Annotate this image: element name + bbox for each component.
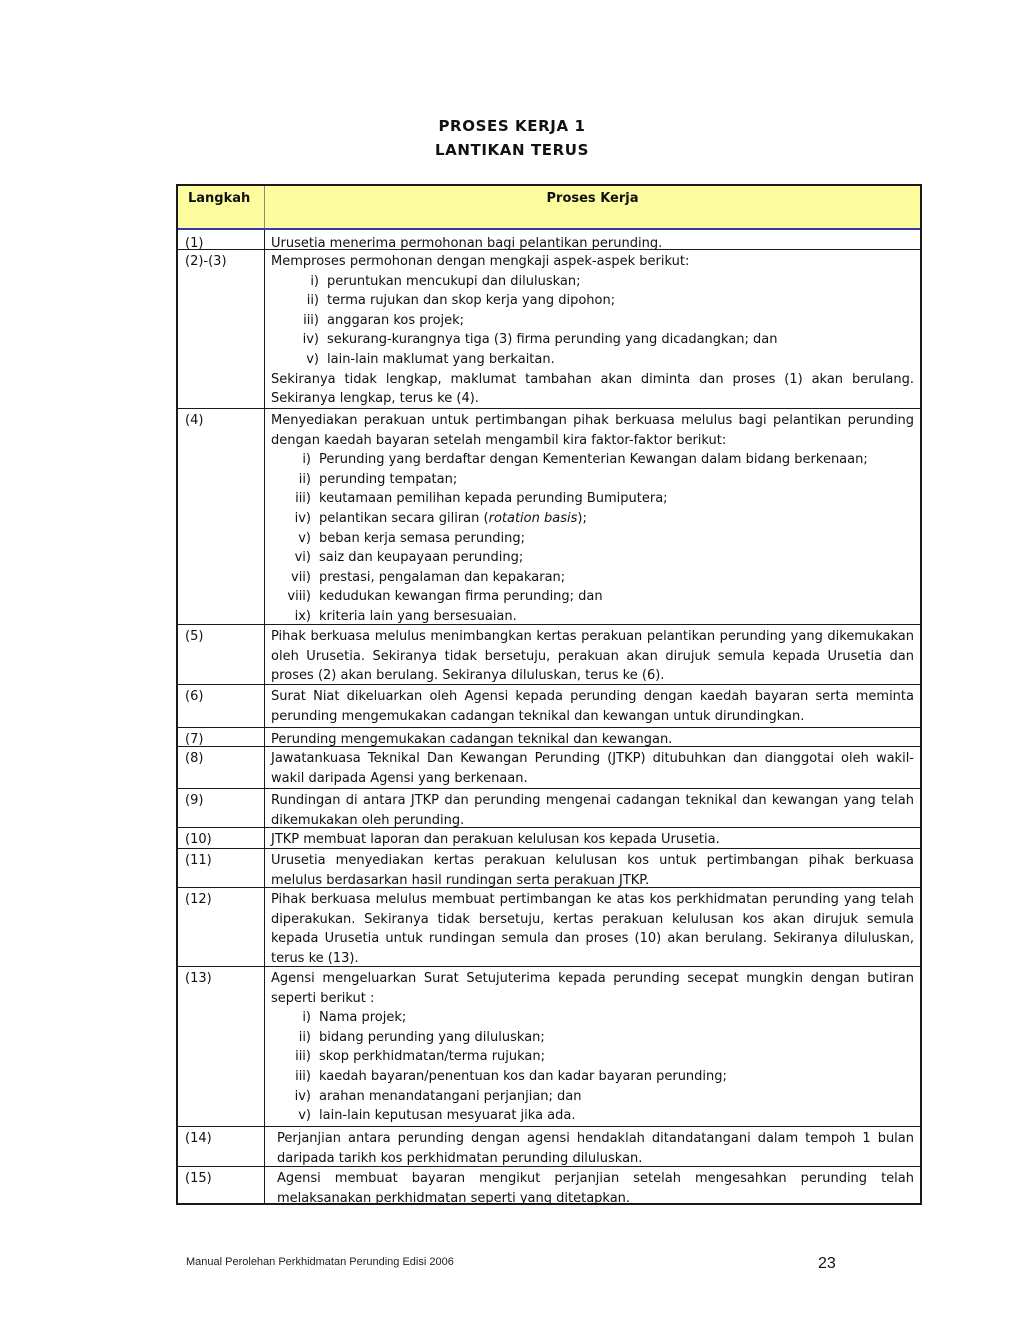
column-header-proses-kerja: Proses Kerja [546, 191, 639, 206]
sub-item-text: saiz dan keupayaan perunding; [319, 550, 524, 566]
step-text: Menyediakan perakuan untuk pertimbangan pihak berkuasa melulus bagi pelantikan perunding dengan kaedah bayaran setelah mengambil kira faktor-faktor berikut: [271, 413, 914, 448]
sub-item-text: kriteria lain yang bersesuaian. [319, 608, 517, 624]
step-description [271, 627, 914, 686]
sub-item-marker: i) [310, 273, 319, 289]
table-header [178, 186, 920, 230]
step-description [271, 791, 914, 830]
sub-item-text: pelantikan secara giliran (rotation basis); [319, 510, 587, 526]
sub-item [271, 1028, 914, 1048]
sub-item-marker: v) [298, 530, 311, 546]
step-description [271, 411, 914, 627]
sub-item-text: anggaran kos projek; [327, 312, 465, 328]
column-divider [264, 230, 265, 1203]
sub-item-marker: i) [302, 1010, 311, 1026]
sub-item [271, 529, 914, 549]
step-number: (8) [185, 751, 204, 766]
step-text: Rundingan di antara JTKP dan perunding mengenai cadangan teknikal dan kewangan yang telah dikemukakan oleh perunding. [271, 793, 914, 828]
sub-item-marker: viii) [287, 589, 311, 605]
step-text: Agensi mengeluarkan Surat Setujuterima kepada perunding secepat mungkin dengan butiran seperti berikut : [271, 971, 914, 1006]
sub-item [271, 1067, 914, 1087]
table-row [178, 249, 920, 407]
sub-item [271, 548, 914, 568]
page-title: PROSES KERJA 1 [438, 117, 586, 135]
sub-item-marker: iv) [302, 332, 319, 348]
sub-item-marker: ii) [298, 471, 311, 487]
step-number: (13) [185, 971, 212, 986]
step-description [271, 252, 914, 409]
sub-item-marker: iii) [295, 491, 311, 507]
sub-item [271, 350, 914, 370]
sub-item [271, 450, 914, 470]
sub-item-marker: iii) [303, 312, 319, 328]
step-text: Perunding mengemukakan cadangan teknikal dan kewangan. [271, 732, 673, 747]
footer-manual-title: Manual Perolehan Perkhidmatan Perunding Edisi 2006 [186, 1256, 454, 1268]
step-description [271, 969, 914, 1126]
sub-item-text: lain-lain maklumat yang berkaitan. [327, 351, 555, 367]
table-row [178, 746, 920, 786]
step-text: Urusetia menerima permohonan bagi pelantikan perunding. [271, 236, 663, 251]
sub-item [271, 587, 914, 607]
sub-item-text: Nama projek; [319, 1010, 407, 1026]
sub-item [271, 291, 914, 311]
table-row [178, 1166, 920, 1206]
footer-page-number: 23 [818, 1255, 836, 1272]
step-number: (12) [185, 892, 212, 907]
table-row [178, 408, 920, 624]
sub-item-text: prestasi, pengalaman dan kepakaran; [319, 569, 566, 585]
sub-item [271, 1047, 914, 1067]
step-description [271, 890, 914, 968]
step-text: Pihak berkuasa melulus menimbangkan kertas perakuan pelantikan perunding yang dikemukakan oleh Urusetia. Sekiranya tidak bersetuju, perakuan akan dirujuk semula kepada Urusetia dan proses (2) akan berulang. Sekiranya diluluskan, terus ke (6). [271, 629, 914, 684]
sub-item-text: sekurang-kurangnya tiga (3) firma perunding yang dicadangkan; dan [327, 332, 778, 348]
step-description [277, 1129, 914, 1168]
step-number: (11) [185, 853, 212, 868]
sub-item-text: kaedah bayaran/penentuan kos dan kadar bayaran perunding; [319, 1068, 727, 1084]
table-row [178, 624, 920, 684]
sub-item [271, 509, 914, 529]
step-text: Surat Niat dikeluarkan oleh Agensi kepada perunding dengan kaedah bayaran serta meminta perunding mengemukakan cadangan teknikal dan kewangan untuk dirundingkan. [271, 689, 914, 724]
step-number: (7) [185, 732, 204, 747]
step-text: Jawatankuasa Teknikal Dan Kewangan Perunding (JTKP) ditubuhkan dan dianggotai oleh wakil-wakil daripada Agensi yang berkenaan. [271, 751, 914, 786]
sub-item-marker: ix) [294, 608, 311, 624]
step-description [271, 749, 914, 788]
step-number: (15) [185, 1171, 212, 1186]
column-header-langkah: Langkah [188, 191, 251, 206]
table-row [178, 966, 920, 1124]
step-text: Perjanjian antara perunding dengan agensi hendaklah ditandatangani dalam tempoh 1 bulan daripada tarikh kos perkhidmatan perunding diluluskan. [277, 1131, 914, 1166]
step-description [271, 234, 914, 254]
step-number: (9) [185, 793, 204, 808]
sub-item [271, 330, 914, 350]
sub-item-marker: v) [306, 351, 319, 367]
table-row [178, 827, 920, 847]
step-number: (2)-(3) [185, 254, 227, 269]
step-followup-text: Sekiranya tidak lengkap, maklumat tambahan akan diminta dan proses (1) akan berulang. Sekiranya lengkap, terus ke (4). [271, 371, 914, 407]
sub-item-text: terma rujukan dan skop kerja yang dipohon; [327, 293, 616, 309]
sub-item-marker: iii) [295, 1049, 311, 1065]
step-text: Agensi membuat bayaran mengikut perjanjian setelah mengesahkan perunding telah melaksanakan perkhidmatan seperti yang ditetapkan. [277, 1171, 914, 1206]
step-number: (6) [185, 689, 204, 704]
sub-item-marker: ii) [298, 1029, 311, 1045]
sub-item-marker: iv) [294, 1088, 311, 1104]
sub-item [271, 1008, 914, 1028]
sub-item [271, 272, 914, 292]
process-table [176, 184, 922, 1205]
step-text: JTKP membuat laporan dan perakuan kelulusan kos kepada Urusetia. [271, 832, 720, 847]
sub-item [271, 568, 914, 588]
step-description [271, 830, 914, 850]
sub-item-text: beban kerja semasa perunding; [319, 530, 526, 546]
sub-item-marker: ii) [306, 293, 319, 309]
step-number: (1) [185, 236, 204, 251]
sub-item [271, 1106, 914, 1126]
sub-item-marker: vi) [294, 550, 311, 566]
step-number: (4) [185, 413, 204, 428]
step-description [271, 851, 914, 890]
page-subtitle: LANTIKAN TERUS [435, 141, 589, 159]
sub-item [271, 311, 914, 331]
table-row [178, 788, 920, 828]
step-number: (5) [185, 629, 204, 644]
sub-item [271, 489, 914, 509]
sub-item-text: kedudukan kewangan firma perunding; dan [319, 589, 603, 605]
sub-item-text: arahan menandatangani perjanjian; dan [319, 1088, 582, 1104]
step-number: (14) [185, 1131, 212, 1146]
sub-item-text: skop perkhidmatan/terma rujukan; [319, 1049, 546, 1065]
sub-item [271, 1087, 914, 1107]
step-number: (10) [185, 832, 212, 847]
step-text: Urusetia menyediakan kertas perakuan kelulusan kos untuk pertimbangan pihak berkuasa melulus berdasarkan hasil rundingan serta perakuan JTKP. [271, 853, 914, 888]
table-row [178, 684, 920, 724]
step-description [271, 687, 914, 726]
table-row [178, 848, 920, 888]
sub-item-marker: iv) [294, 510, 311, 526]
step-text: Pihak berkuasa melulus membuat pertimbangan ke atas kos perkhidmatan perunding yang telah diperakukan. Sekiranya tidak bersetuju, kertas perakuan kelulusan kos akan dirujuk semula kepada Urusetia untuk rundingan semula dan proses (10) akan berulang. Sekiranya diluluskan, terus ke (13). [271, 892, 914, 966]
sub-item [271, 470, 914, 490]
sub-item-marker: iii) [295, 1068, 311, 1084]
sub-item-text: Perunding yang berdaftar dengan Kementerian Kewangan dalam bidang berkenaan; [319, 452, 868, 468]
sub-item-text: keutamaan pemilihan kepada perunding Bumiputera; [319, 491, 668, 507]
sub-item-marker: i) [302, 452, 311, 468]
sub-item-text: perunding tempatan; [319, 471, 458, 487]
sub-item-marker: v) [298, 1108, 311, 1124]
step-description [277, 1169, 914, 1208]
sub-item-text: lain-lain keputusan mesyuarat jika ada. [319, 1108, 576, 1124]
sub-item-text: bidang perunding yang diluluskan; [319, 1029, 545, 1045]
sub-item-marker: vii) [291, 569, 311, 585]
step-text: Memproses permohonan dengan mengkaji aspek-aspek berikut: [271, 254, 690, 269]
table-row [178, 1126, 920, 1166]
table-row [178, 887, 920, 966]
table-row [178, 727, 920, 747]
sub-item-text: peruntukan mencukupi dan diluluskan; [327, 273, 581, 289]
